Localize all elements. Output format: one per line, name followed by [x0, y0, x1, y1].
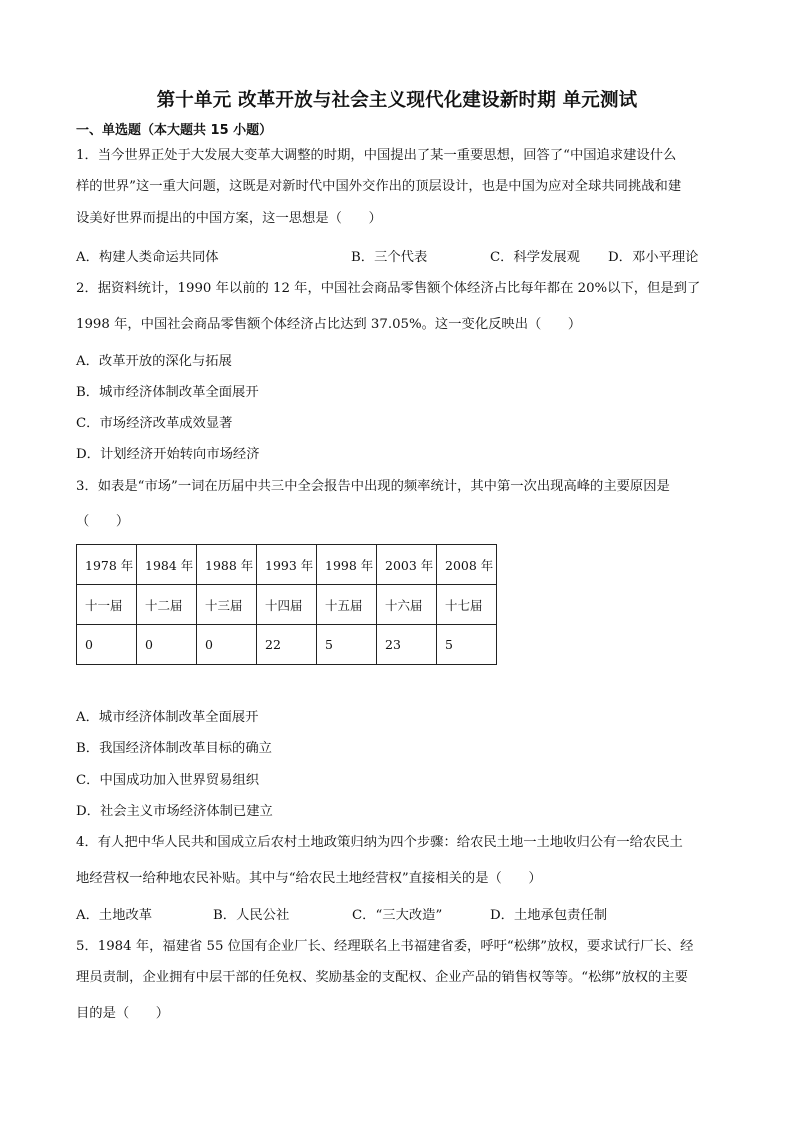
- table-cell: 1998 年: [317, 545, 377, 585]
- q5-line-3: 目的是（ ）: [76, 1006, 170, 1021]
- table-cell: 1978 年: [77, 545, 137, 585]
- table-row: [77, 545, 497, 585]
- q1-option-b: B．三个代表: [351, 250, 428, 265]
- table-row: [77, 585, 497, 625]
- q1-option-d: D．邓小平理论: [608, 250, 699, 265]
- table-cell: 十七届: [437, 585, 497, 625]
- table-cell: 十六届: [377, 585, 437, 625]
- q4-option-c: C．“三大改造”: [352, 908, 443, 923]
- q1-option-a: A．构建人类命运共同体: [76, 250, 219, 265]
- q2-line-1: 2．据资料统计，1990 年以前的 12 年，中国社会商品零售额个体经济占比每年都在 20%以下，但是到了: [76, 281, 701, 296]
- table-cell: 十二届: [137, 585, 197, 625]
- table-cell: 十三届: [197, 585, 257, 625]
- q3-option-a: A．城市经济体制改革全面展开: [76, 710, 259, 725]
- section-heading: 一、单选题（本大题共 15 小题）: [76, 123, 273, 138]
- q4-line-1: 4．有人把中华人民共和国成立后农村土地政策归纳为四个步骤：给农民土地一土地收归公有一给农民土: [76, 835, 683, 850]
- table-cell: 5: [437, 625, 497, 665]
- q1-option-c: C．科学发展观: [490, 250, 580, 265]
- table-cell: 2003 年: [377, 545, 437, 585]
- q3-option-b: B．我国经济体制改革目标的确立: [76, 741, 272, 756]
- q4-option-a: A．土地改革: [76, 908, 153, 923]
- q1-line-3: 设美好世界而提出的中国方案，这一思想是（ ）: [76, 211, 382, 226]
- table-cell: 1988 年: [197, 545, 257, 585]
- q5-line-2: 理员责制，企业拥有中层干部的任免权、奖励基金的支配权、企业产品的销售权等等。“松绑”放权的主要: [76, 970, 688, 985]
- q4-option-b: B．人民公社: [213, 908, 290, 923]
- q1-line-2: 样的世界”这一重大问题，这既是对新时代中国外交作出的顶层设计，也是中国为应对全球共同挑战和建: [76, 179, 682, 194]
- q1-line-1: 1．当今世界正处于大发展大变革大调整的时期，中国提出了某一重要思想，回答了“中国追求建设什么: [76, 148, 677, 163]
- q2-option-c: C．市场经济改革成效显著: [76, 416, 233, 431]
- q3-option-c: C．中国成功加入世界贸易组织: [76, 773, 260, 788]
- table-cell: 0: [137, 625, 197, 665]
- table-cell: 十四届: [257, 585, 317, 625]
- page-title: 第十单元 改革开放与社会主义现代化建设新时期 单元测试: [156, 90, 638, 111]
- table-cell: 十五届: [317, 585, 377, 625]
- table-cell: 5: [317, 625, 377, 665]
- q2-option-b: B．城市经济体制改革全面展开: [76, 385, 259, 400]
- q4-line-2: 地经营权一给种地农民补贴。其中与“给农民土地经营权”直接相关的是（ ）: [76, 871, 542, 886]
- q4-option-d: D．土地承包责任制: [490, 908, 608, 923]
- q2-option-d: D．计划经济开始转向市场经济: [76, 447, 260, 462]
- table-cell: 0: [197, 625, 257, 665]
- table-row: [77, 625, 497, 665]
- q3-line-2: （ ）: [76, 514, 130, 529]
- table-cell: 22: [257, 625, 317, 665]
- q5-line-1: 5．1984 年，福建省 55 位国有企业厂长、经理联名上书福建省委，呼吁“松绑”放权，要求试行厂长、经: [76, 939, 694, 954]
- q3-line-1: 3．如表是“市场”一词在历届中共三中全会报告中出现的频率统计，其中第一次出现高峰的主要原因是: [76, 479, 670, 494]
- table-cell: 十一届: [77, 585, 137, 625]
- table-cell: 1984 年: [137, 545, 197, 585]
- table-cell: 2008 年: [437, 545, 497, 585]
- table-cell: 23: [377, 625, 437, 665]
- q2-option-a: A．改革开放的深化与拓展: [76, 354, 232, 369]
- frequency-table: [76, 544, 497, 665]
- table-cell: 1993 年: [257, 545, 317, 585]
- q2-line-2: 1998 年，中国社会商品零售额个体经济占比达到 37.05%。这一变化反映出（ ）: [76, 317, 582, 332]
- q3-option-d: D．社会主义市场经济体制已建立: [76, 804, 273, 819]
- table-cell: 0: [77, 625, 137, 665]
